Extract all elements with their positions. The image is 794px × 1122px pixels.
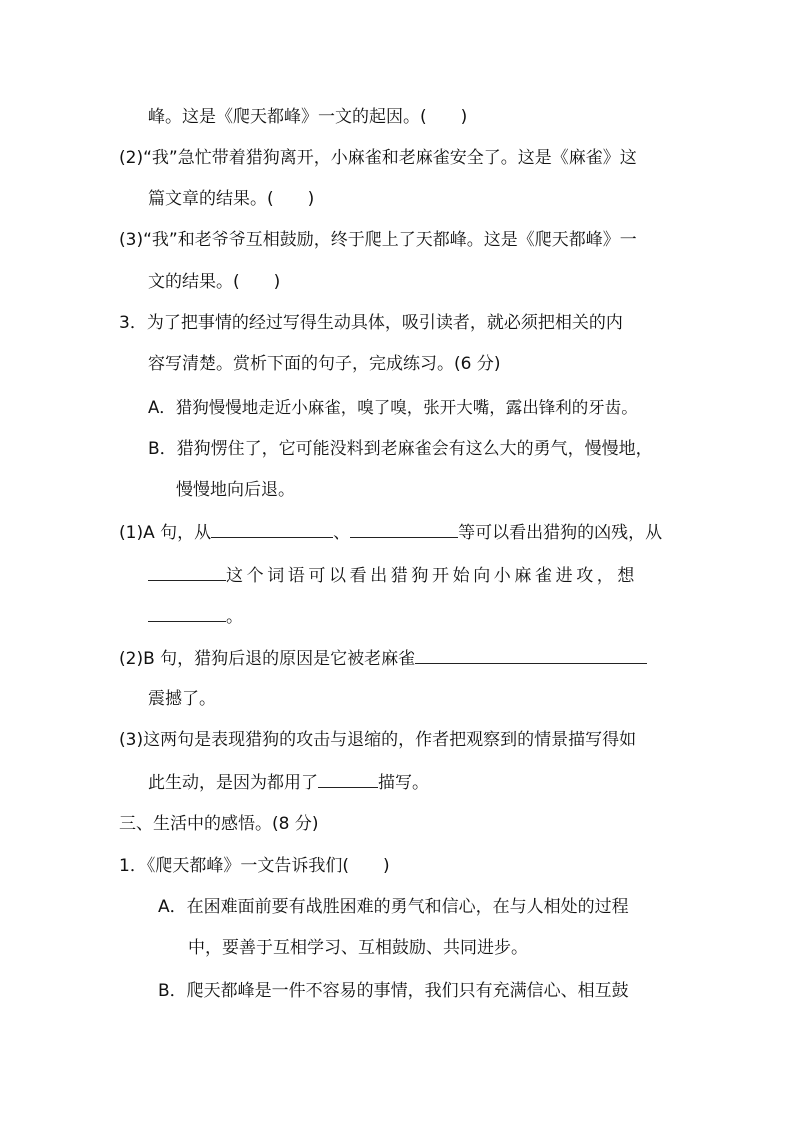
text-segment: 此生动，是因为都用了: [148, 773, 318, 793]
question-2-3: (3)“我”和老爷爷互相鼓励，终于爬上了天都峰。这是《爬天都峰》一: [119, 230, 637, 250]
text-line: [148, 605, 243, 628]
option-b: B．爬天都峰是一件不容易的事情，我们只有充满信心、相互鼓: [158, 981, 629, 1001]
question-1: 1．《爬天都峰》一文告诉我们( ): [119, 856, 390, 876]
sentence-a: A．猎狗慢慢地走近小麻雀，嗅了嗅，张开大嘴，露出锋利的牙齿。: [148, 398, 638, 417]
answer-blank[interactable]: [350, 521, 458, 538]
question-2-2: (2)“我”急忙带着猎狗离开，小麻雀和老麻雀安全了。这是《麻雀》这: [119, 148, 637, 168]
text-segment: 这个词语可以看出猎狗开始向小麻雀进攻，想: [226, 566, 638, 586]
text-line: 中，要善于互相学习、互相鼓励、共同进步。: [188, 938, 528, 958]
text-segment: 。: [226, 607, 243, 627]
question-3: 3．为了把事情的经过写得生动具体，吸引读者，就必须把相关的内: [119, 313, 623, 333]
text-segment: 描写。: [378, 773, 429, 793]
text-line: 容写清楚。赏析下面的句子，完成练习。(6 分): [148, 354, 501, 374]
text-line: 文的结果。( ): [148, 272, 281, 292]
text-line: [148, 771, 429, 794]
answer-blank[interactable]: [211, 521, 333, 538]
answer-blank[interactable]: [148, 564, 226, 581]
question-3-1: [119, 521, 662, 544]
text-segment: 、: [333, 523, 351, 543]
text-line: 震撼了。: [148, 689, 216, 709]
question-3-3: (3)这两句是表现猎狗的攻击与退缩的，作者把观察到的情景描写得如: [119, 730, 637, 750]
text-segment: (1)A 句，从: [119, 523, 212, 543]
text-line: 慢慢地向后退。: [176, 480, 295, 500]
section-heading: 三、生活中的感悟。(8 分): [119, 814, 319, 834]
text-segment: 等可以看出猎狗的凶残，从: [458, 523, 663, 543]
answer-blank[interactable]: [415, 647, 647, 664]
text-line: [148, 564, 638, 587]
sentence-b: B．猎狗愣住了，它可能没料到老麻雀会有这么大的勇气，慢慢地，: [148, 439, 653, 459]
text-line: 峰。这是《爬天都峰》一文的起因。( ): [148, 107, 468, 127]
text-line: 篇文章的结果。( ): [148, 189, 315, 209]
text-segment: (2)B 句，猎狗后退的原因是它被老麻雀: [119, 649, 416, 669]
answer-blank[interactable]: [318, 771, 378, 788]
question-3-2: [119, 647, 647, 670]
option-a: A．在困难面前要有战胜困难的勇气和信心，在与人相处的过程: [158, 897, 629, 917]
answer-blank[interactable]: [148, 605, 226, 622]
